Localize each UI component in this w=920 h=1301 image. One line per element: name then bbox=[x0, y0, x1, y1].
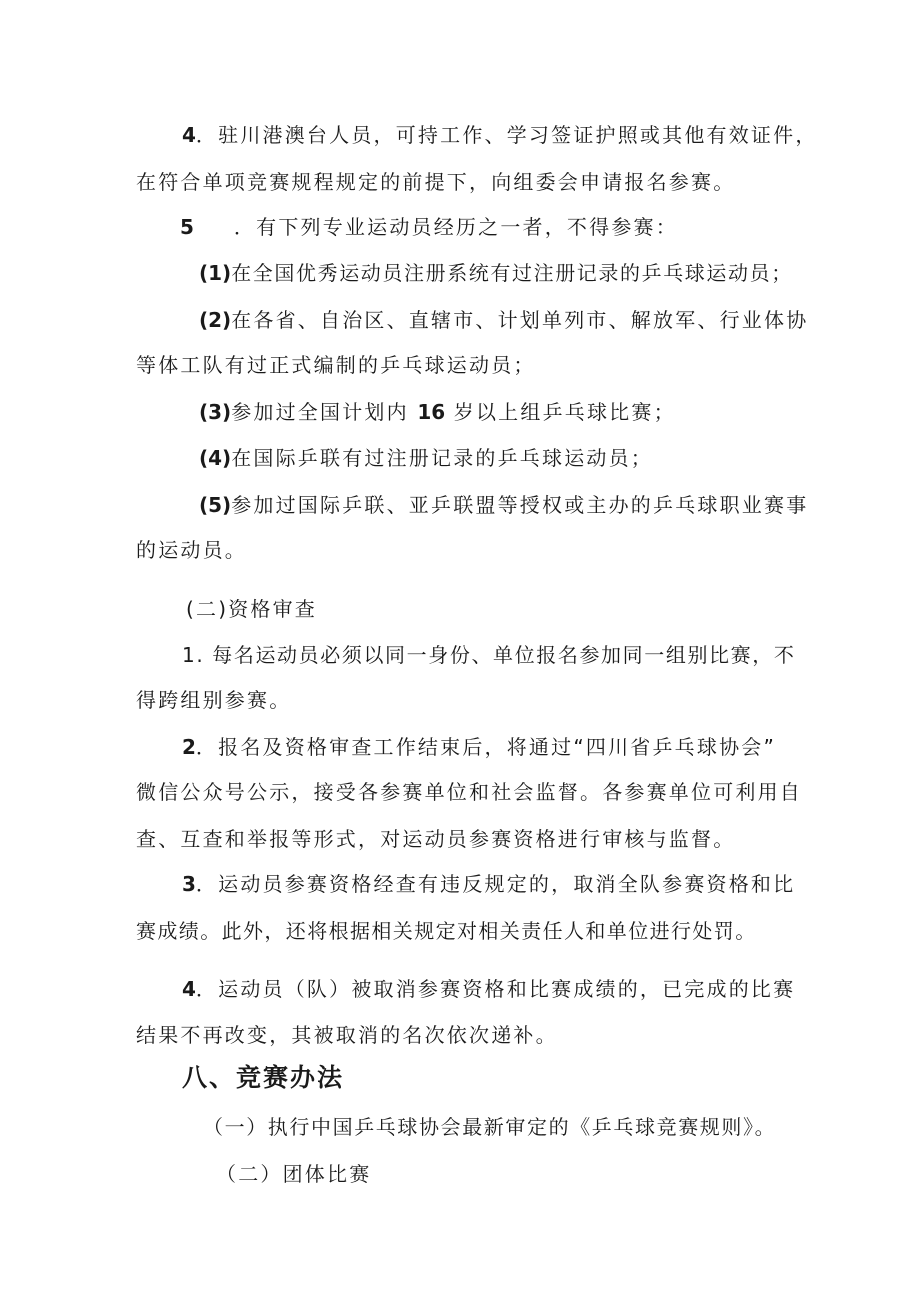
section-heading-competition-method: 八、竞赛办法 bbox=[182, 1063, 345, 1092]
review-item-3-line-1: 3．运动员参赛资格经查有违反规定的，取消全队参赛资格和比 bbox=[182, 872, 796, 896]
disqualification-item-1: (1)在全国优秀运动员注册系统有过注册记录的乒乓球运动员； bbox=[199, 261, 793, 285]
review-item-1-line-1: 1. 每名运动员必须以同一身份、单位报名参加同一组别比赛，不 bbox=[182, 643, 796, 667]
eligibility-item-4-line-2: 在符合单项竞赛规程规定的前提下，向组委会申请报名参赛。 bbox=[136, 170, 736, 194]
disqualification-item-2-line-2: 等体工队有过正式编制的乒乓球运动员； bbox=[136, 353, 536, 377]
subsection-title-qualification-review: (二)资格审查 bbox=[186, 597, 318, 621]
item-number: 5 bbox=[180, 215, 194, 239]
method-item-2: （二）团体比赛 bbox=[216, 1162, 372, 1186]
disqualification-item-2-line-1: (2)在各省、自治区、直辖市、计划单列市、解放军、行业体协 bbox=[199, 308, 809, 332]
review-item-4-line-2: 结果不再改变，其被取消的名次依次递补。 bbox=[136, 1023, 558, 1047]
disqualification-item-5-line-1: (5)参加过国际乒联、亚乒联盟等授权或主办的乒乓球职业赛事 bbox=[199, 493, 809, 517]
review-item-4-line-1: 4．运动员（队）被取消参赛资格和比赛成绩的，已完成的比赛 bbox=[182, 977, 796, 1001]
method-item-1: （一）执行中国乒乓球协会最新审定的《乒乓球竞赛规则》。 bbox=[203, 1115, 777, 1139]
review-item-2-line-3: 查、互查和举报等形式，对运动员参赛资格进行审核与监督。 bbox=[136, 827, 736, 851]
review-item-3-line-2: 赛成绩。此外，还将根据相关规定对相关责任人和单位进行处罚。 bbox=[136, 919, 757, 943]
review-item-2-line-1: 2．报名及资格审查工作结束后，将通过“四川省乒乓球协会” bbox=[182, 735, 777, 759]
disqualification-item-5-line-2: 的运动员。 bbox=[136, 538, 247, 562]
eligibility-item-5: 5 ．有下列专业运动员经历之一者，不得参赛： bbox=[180, 215, 678, 239]
disqualification-item-4: (4)在国际乒联有过注册记录的乒乓球运动员； bbox=[199, 446, 654, 470]
item-number: 4 bbox=[182, 123, 196, 147]
review-item-1-line-2: 得跨组别参赛。 bbox=[136, 688, 292, 712]
review-item-2-line-2: 微信公众号公示，接受各参赛单位和社会监督。各参赛单位可利用自 bbox=[136, 780, 802, 804]
eligibility-item-4-line-1: 4．驻川港澳台人员，可持工作、学习签证护照或其他有效证件， bbox=[182, 123, 818, 147]
disqualification-item-3: (3)参加过全国计划内 16 岁以上组乒乓球比赛； bbox=[199, 400, 676, 424]
